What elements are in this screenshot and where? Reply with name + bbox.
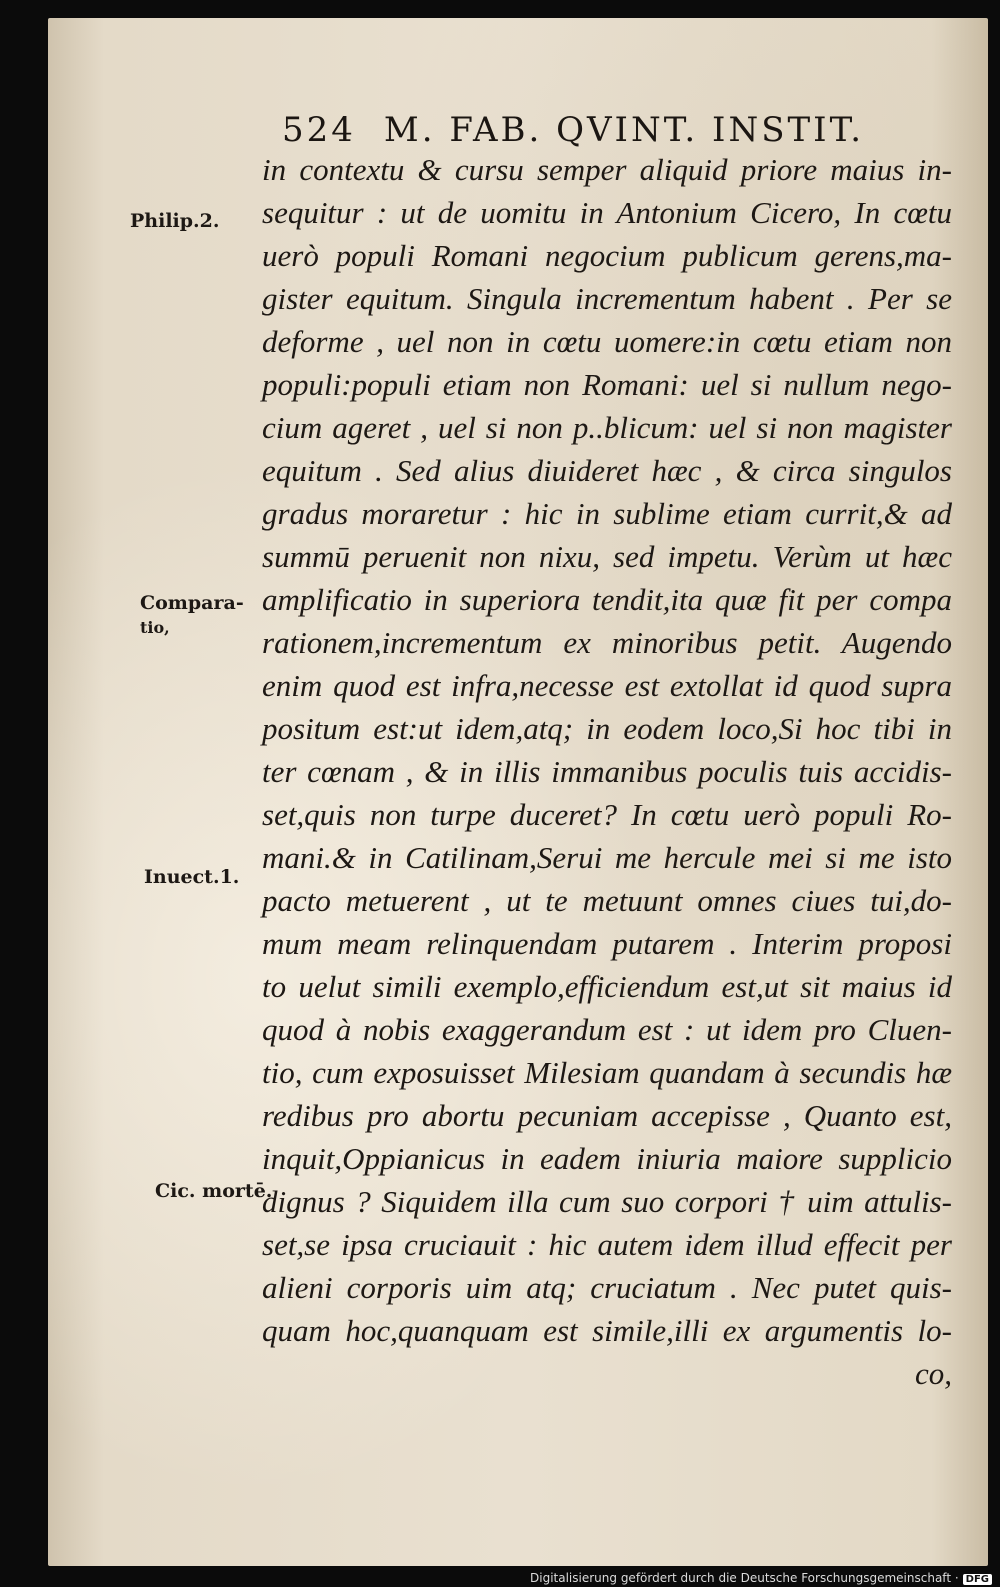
text-line: mum meam relinquendam putarem . Interim proposi [262,926,952,961]
credit-text: Digitalisierung gefördert durch die Deutsche Forschungsgemeinschaft · [530,1571,959,1585]
text-line: set,quis non turpe duceret? In cœtu uerò populi Ro- [262,797,952,832]
text-line: tio, cum exposuisset Milesiam quandam à secundis hæ [262,1055,952,1090]
text-line: enim quod est infra,necesse est extollat id quod supra [262,668,952,703]
text-line: uerò populi Romani negocium publicum gerens,ma- [262,238,952,273]
text-line: quod à nobis exaggerandum est : ut idem pro Cluen- [262,1012,952,1047]
margin-note-philip: Philip.2. [130,210,220,232]
text-line: equitum . Sed alius diuideret hæc , & circa singulos [262,453,952,488]
text-line: cium ageret , uel si non p..blicum: uel si non magister [262,410,952,445]
text-line: inquit,Oppianicus in eadem iniuria maiore supplicio [262,1141,952,1176]
margin-note-cic-morte: Cic. mortē. [155,1180,273,1202]
text-line: to uelut simili exemplo,efficiendum est,ut sit maius id [262,969,952,1004]
text-line: redibus pro abortu pecuniam accepisse , Quanto est, [262,1098,952,1133]
text-line: dignus ? Siquidem illa cum suo corpori † uim attulis- [262,1184,952,1219]
text-line: mani.& in Catilinam,Serui me hercule mei si me isto [262,840,952,875]
running-title: M. FAB. QVINT. INSTIT. [383,110,865,150]
margin-note-comparatio-cont: tio, [140,618,170,637]
text-line: positum est:ut idem,atq; in eodem loco,Si hoc tibi in [262,711,952,746]
text-line: quam hoc,quanquam est simile,illi ex argumentis lo- [262,1313,952,1348]
margin-note-comparatio: Compara- [140,592,244,614]
text-line: in contextu & cursu semper aliquid priore maius in- [262,152,952,187]
text-line: pacto metuerent , ut te metuunt omnes ciues tui,do- [262,883,952,918]
text-line: gister equitum. Singula incrementum habent . Per se [262,281,952,316]
text-line: alieni corporis uim atq; cruciatum . Nec putet quis- [262,1270,952,1305]
margin-note-inuect: Inuect.1. [144,866,240,888]
text-line: sequitur : ut de uomitu in Antonium Cicero, In cœtu [262,195,952,230]
text-line: set,se ipsa cruciauit : hic autem idem illud effecit per [262,1227,952,1262]
text-line-catchword: co, [914,1356,952,1391]
dfg-logo: DFG [963,1574,992,1585]
text-line: ter cœnam , & in illis immanibus poculis tuis accidis- [262,754,952,789]
text-line: gradus moraretur : hic in sublime etiam currit,& ad [262,496,952,531]
text-line: rationem,incrementum ex minoribus petit. Augendo [262,625,952,660]
digitization-credit [530,1571,992,1585]
running-head [282,110,902,150]
text-line: populi:populi etiam non Romani: uel si nullum nego- [262,367,952,402]
text-line: amplificatio in superiora tendit,ita quæ fit per compa [262,582,952,617]
text-line: summū peruenit non nixu, sed impetu. Verùm ut hæc [262,539,952,574]
page-number: 524 [282,110,356,150]
text-line: deforme , uel non in cœtu uomere:in cœtu etiam non [262,324,952,359]
